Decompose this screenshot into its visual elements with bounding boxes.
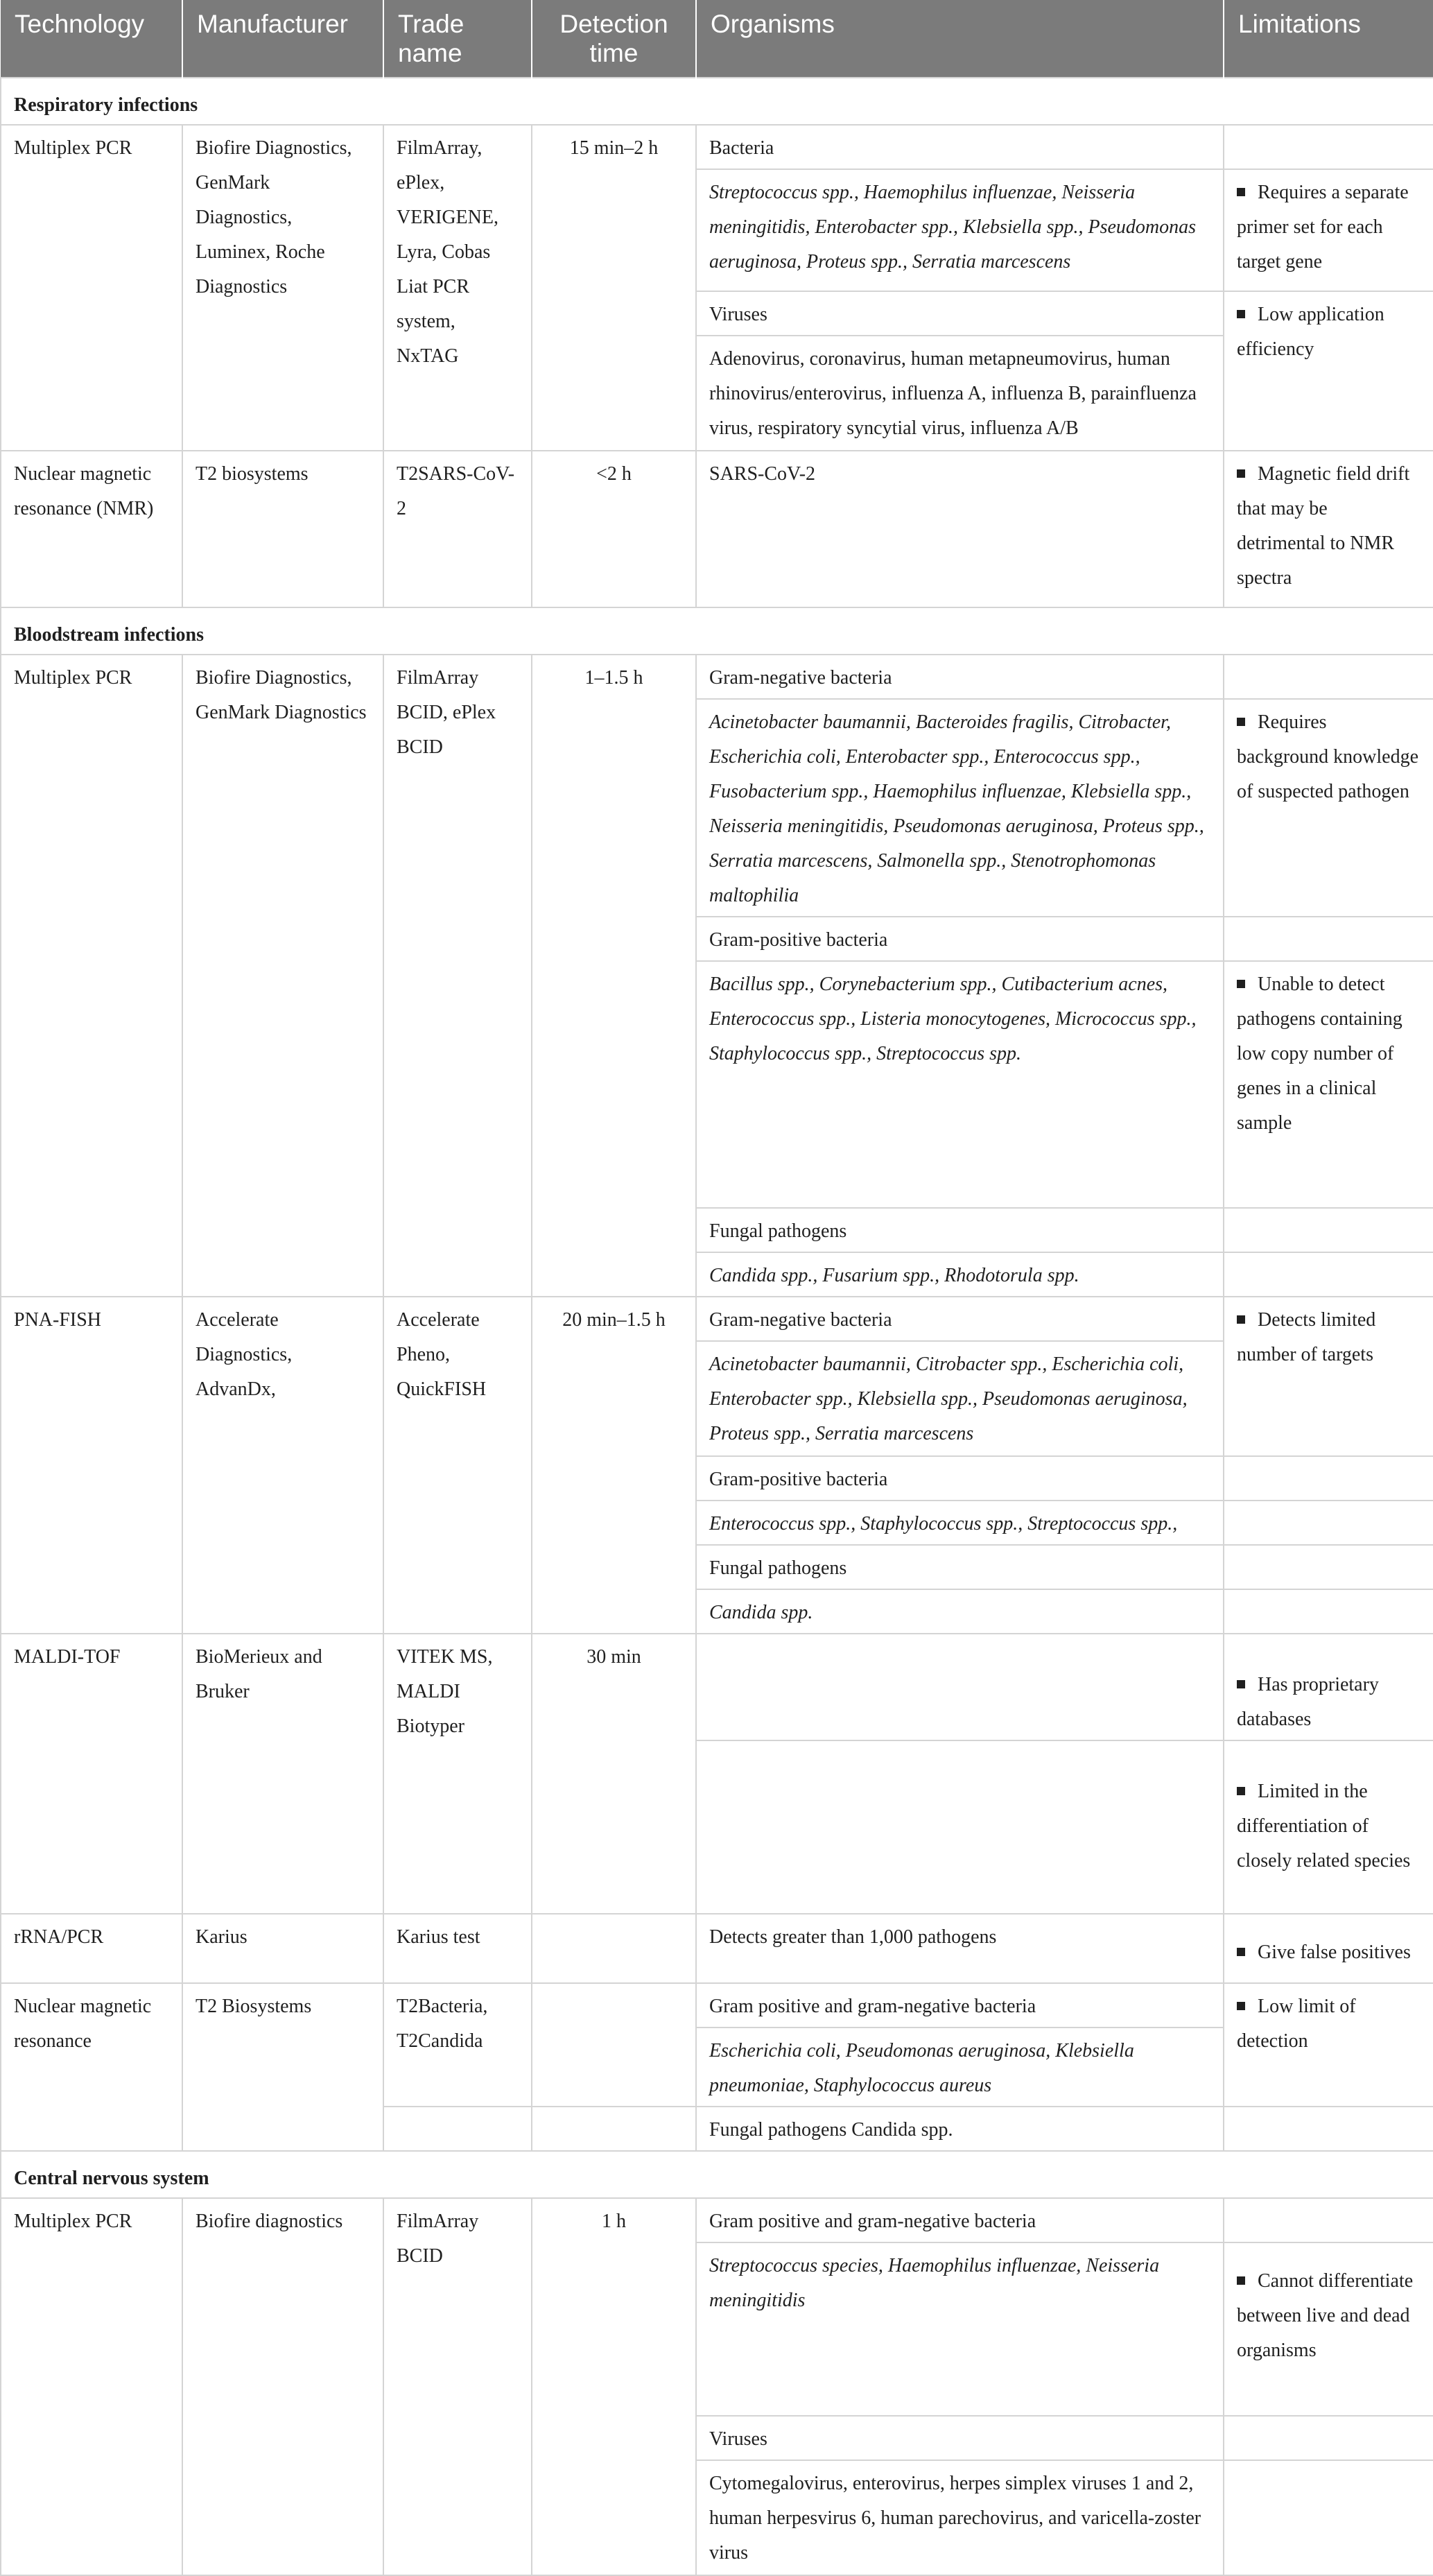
cell-organism-group: Gram positive and gram-negative bacteria bbox=[696, 2198, 1224, 2242]
cell-organism-group: Viruses bbox=[696, 291, 1224, 336]
bullet-icon bbox=[1237, 1787, 1245, 1795]
header-organisms: Organisms bbox=[696, 0, 1224, 78]
limitation-text: Give false positives bbox=[1258, 1942, 1411, 1963]
cell-manufacturer: Karius bbox=[182, 1914, 383, 1983]
cell-manufacturer: BioMerieux and Bruker bbox=[182, 1634, 383, 1914]
limitation-text: Low limit of detection bbox=[1237, 1996, 1356, 2052]
cell-organism-list: Acinetobacter baumannii, Citrobacter spp., Escherichia coli, Enterobacter spp., Klebsiella spp., Pseudomonas aeruginosa, Proteus spp., Serratia marcescens bbox=[696, 1341, 1224, 1456]
cell-trade-name: VITEK MS, MALDI Biotyper bbox=[383, 1634, 532, 1914]
limitation-text: Requires background knowledge of suspected pathogen bbox=[1237, 711, 1419, 802]
cell-manufacturer: Biofire Diagnostics, GenMark Diagnostics bbox=[182, 655, 383, 1297]
cell-limitation bbox=[1224, 1297, 1433, 1456]
header-limitations: Limitations bbox=[1224, 0, 1433, 78]
bullet-icon bbox=[1237, 188, 1245, 196]
cell-organism-group: Gram-positive bacteria bbox=[696, 1456, 1224, 1501]
bullet-icon bbox=[1237, 1315, 1245, 1324]
table-row bbox=[1, 655, 1433, 699]
cell-organism-group: Viruses bbox=[696, 2416, 1224, 2460]
cell-detection-time: 15 min–2 h bbox=[532, 125, 696, 451]
cell-limitation bbox=[1224, 1634, 1433, 1740]
table-row bbox=[1, 1983, 1433, 2028]
cell-technology: Multiplex PCR bbox=[1, 125, 182, 451]
table-row bbox=[1, 1297, 1433, 1341]
cell-trade-name: Accelerate Pheno, QuickFISH bbox=[383, 1297, 532, 1634]
bullet-icon bbox=[1237, 469, 1245, 478]
cell-limitation-empty bbox=[1224, 655, 1433, 699]
cell-organism-empty bbox=[696, 1634, 1224, 1740]
header-trade-name: Trade name bbox=[383, 0, 532, 78]
cell-detection-time: 1–1.5 h bbox=[532, 655, 696, 1297]
cell-manufacturer: T2 Biosystems bbox=[182, 1983, 383, 2151]
cell-trade-name-empty bbox=[383, 2107, 532, 2151]
cell-trade-name: Karius test bbox=[383, 1914, 532, 1983]
cell-limitation-empty bbox=[1224, 2460, 1433, 2575]
cell-trade-name: T2Bacteria, T2Candida bbox=[383, 1983, 532, 2107]
cell-organism-list: Streptococcus species, Haemophilus influenzae, Neisseria meningitidis bbox=[696, 2242, 1224, 2416]
cell-limitation bbox=[1224, 169, 1433, 291]
table-row bbox=[1, 451, 1433, 607]
bullet-icon bbox=[1237, 1948, 1245, 1956]
cell-organism-list: SARS-CoV-2 bbox=[696, 451, 1224, 607]
cell-organism-group: Gram-negative bacteria bbox=[696, 1297, 1224, 1341]
cell-organism-list: Bacillus spp., Corynebacterium spp., Cutibacterium acnes, Enterococcus spp., Listeria monocytogenes, Micrococcus spp., Staphylococcus spp., Streptococcus spp. bbox=[696, 961, 1224, 1208]
cell-limitation-empty bbox=[1224, 2198, 1433, 2242]
cell-manufacturer: Biofire diagnostics bbox=[182, 2198, 383, 2575]
cell-organism-group: Gram-positive bacteria bbox=[696, 917, 1224, 961]
limitation-text: Low application efficiency bbox=[1237, 304, 1384, 360]
cell-detection-time: 1 h bbox=[532, 2198, 696, 2575]
cell-limitation-empty bbox=[1224, 2416, 1433, 2460]
limitation-text: Magnetic field drift that may be detrimental to NMR spectra bbox=[1237, 463, 1410, 589]
bullet-icon bbox=[1237, 1680, 1245, 1688]
limitation-text: Requires a separate primer set for each target gene bbox=[1237, 182, 1409, 273]
cell-organism-group: Fungal pathogens bbox=[696, 1208, 1224, 1252]
cell-limitation-empty bbox=[1224, 1545, 1433, 1589]
table-row bbox=[1, 1914, 1433, 1983]
cell-detection-time: 30 min bbox=[532, 1634, 696, 1914]
cell-trade-name: T2SARS-CoV-2 bbox=[383, 451, 532, 607]
cell-manufacturer: Accelerate Diagnostics, AdvanDx, bbox=[182, 1297, 383, 1634]
cell-technology: Nuclear magnetic resonance bbox=[1, 1983, 182, 2151]
cell-limitation-empty bbox=[1224, 125, 1433, 169]
table-row bbox=[1, 125, 1433, 169]
cell-limitation-empty bbox=[1224, 917, 1433, 961]
cell-limitation bbox=[1224, 2242, 1433, 2416]
cell-organism-list: Escherichia coli, Pseudomonas aeruginosa, Klebsiella pneumoniae, Staphylococcus aureus bbox=[696, 2028, 1224, 2107]
cell-organism-list: Fungal pathogens Candida spp. bbox=[696, 2107, 1224, 2151]
cell-limitation-empty bbox=[1224, 1252, 1433, 1297]
cell-organism-list: Detects greater than 1,000 pathogens bbox=[696, 1914, 1224, 1983]
section-title-bloodstream: Bloodstream infections bbox=[1, 607, 1433, 655]
section-row bbox=[1, 607, 1433, 655]
bullet-icon bbox=[1237, 2276, 1245, 2285]
cell-technology: MALDI-TOF bbox=[1, 1634, 182, 1914]
cell-technology: PNA-FISH bbox=[1, 1297, 182, 1634]
cell-detection-time: 20 min–1.5 h bbox=[532, 1297, 696, 1634]
cell-limitation bbox=[1224, 1983, 1433, 2107]
cell-organism-empty bbox=[696, 1740, 1224, 1914]
cell-trade-name: FilmArray BCID, ePlex BCID bbox=[383, 655, 532, 1297]
bullet-icon bbox=[1237, 310, 1245, 318]
header-row bbox=[1, 0, 1433, 78]
cell-limitation-empty bbox=[1224, 1589, 1433, 1634]
header-detection-time: Detection time bbox=[532, 0, 696, 78]
table-row bbox=[1, 1634, 1433, 1740]
table-row bbox=[1, 2198, 1433, 2242]
cell-technology: Multiplex PCR bbox=[1, 2198, 182, 2575]
cell-organism-group: Bacteria bbox=[696, 125, 1224, 169]
cell-organism-list: Streptococcus spp., Haemophilus influenzae, Neisseria meningitidis, Enterobacter spp., Klebsiella spp., Pseudomonas aeruginosa, Proteus spp., Serratia marcescens bbox=[696, 169, 1224, 291]
cell-limitation bbox=[1224, 1914, 1433, 1983]
cell-detection-time-empty bbox=[532, 1983, 696, 2107]
cell-manufacturer: Biofire Diagnostics, GenMark Diagnostics, Luminex, Roche Diagnostics bbox=[182, 125, 383, 451]
cell-detection-time-empty bbox=[532, 2107, 696, 2151]
cell-limitation-empty bbox=[1224, 2107, 1433, 2151]
cell-limitation bbox=[1224, 451, 1433, 607]
section-row bbox=[1, 78, 1433, 125]
section-row bbox=[1, 2151, 1433, 2198]
cell-detection-time-empty bbox=[532, 1914, 696, 1983]
header-technology: Technology bbox=[1, 0, 182, 78]
limitation-text: Cannot differentiate between live and dead organisms bbox=[1237, 2270, 1414, 2361]
cell-organism-group: Gram-negative bacteria bbox=[696, 655, 1224, 699]
cell-technology: Nuclear magnetic resonance (NMR) bbox=[1, 451, 182, 607]
limitation-text: Limited in the differentiation of closely related species bbox=[1237, 1781, 1411, 1872]
section-title-cns: Central nervous system bbox=[1, 2151, 1433, 2198]
bullet-icon bbox=[1237, 718, 1245, 726]
header-manufacturer: Manufacturer bbox=[182, 0, 383, 78]
cell-organism-list: Cytomegalovirus, enterovirus, herpes simplex viruses 1 and 2, human herpesvirus 6, human parechovirus, and varicella-zoster virus bbox=[696, 2460, 1224, 2575]
cell-organism-list: Enterococcus spp., Staphylococcus spp., Streptococcus spp., bbox=[696, 1501, 1224, 1545]
cell-organism-list: Candida spp., Fusarium spp., Rhodotorula spp. bbox=[696, 1252, 1224, 1297]
limitation-text: Detects limited number of targets bbox=[1237, 1309, 1376, 1365]
cell-limitation-empty bbox=[1224, 1208, 1433, 1252]
cell-organism-list: Candida spp. bbox=[696, 1589, 1224, 1634]
cell-technology: rRNA/PCR bbox=[1, 1914, 182, 1983]
cell-organism-group: Fungal pathogens bbox=[696, 1545, 1224, 1589]
cell-organism-list: Adenovirus, coronavirus, human metapneumovirus, human rhinovirus/enterovirus, influenza A, influenza B, parainfluenza virus, respiratory syncytial virus, influenza A/B bbox=[696, 336, 1224, 451]
bullet-icon bbox=[1237, 980, 1245, 988]
cell-organism-list: Acinetobacter baumannii, Bacteroides fragilis, Citrobacter, Escherichia coli, Enterobacter spp., Enterococcus spp., Fusobacterium spp., Haemophilus influenzae, Klebsiella spp., Neisseria meningitidis, Pseudomonas aeruginosa, Proteus spp., Serratia marcescens, Salmonella spp., Stenotrophomonas maltophilia bbox=[696, 699, 1224, 917]
cell-manufacturer: T2 biosystems bbox=[182, 451, 383, 607]
cell-limitation bbox=[1224, 961, 1433, 1208]
cell-limitation bbox=[1224, 699, 1433, 917]
limitation-text: Unable to detect pathogens containing low copy number of genes in a clinical sample bbox=[1237, 974, 1402, 1134]
bullet-icon bbox=[1237, 2002, 1245, 2010]
limitation-text: Has proprietary databases bbox=[1237, 1674, 1379, 1730]
cell-trade-name: FilmArray BCID bbox=[383, 2198, 532, 2575]
cell-detection-time: <2 h bbox=[532, 451, 696, 607]
section-title-respiratory: Respiratory infections bbox=[1, 78, 1433, 125]
cell-limitation-empty bbox=[1224, 1501, 1433, 1545]
cell-organism-group: Gram positive and gram-negative bacteria bbox=[696, 1983, 1224, 2028]
cell-limitation bbox=[1224, 291, 1433, 451]
cell-limitation bbox=[1224, 1740, 1433, 1914]
cell-trade-name: FilmArray, ePlex, VERIGENE, Lyra, Cobas Liat PCR system, NxTAG bbox=[383, 125, 532, 451]
cell-limitation-empty bbox=[1224, 1456, 1433, 1501]
cell-technology: Multiplex PCR bbox=[1, 655, 182, 1297]
